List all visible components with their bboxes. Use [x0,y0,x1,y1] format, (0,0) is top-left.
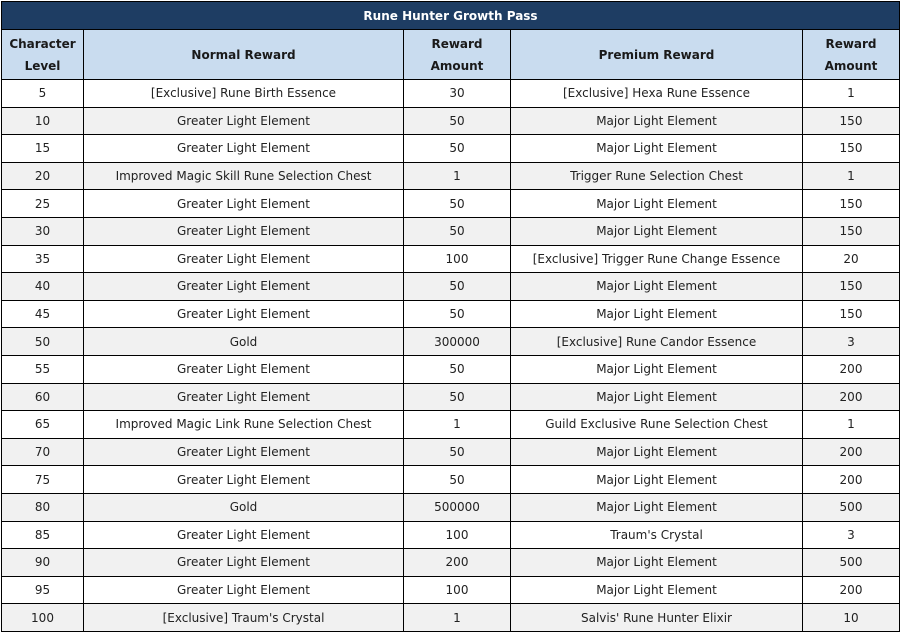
cell-normal-reward-amount: 200 [404,549,511,577]
cell-normal-reward: Greater Light Element [84,383,404,411]
cell-normal-reward: Greater Light Element [84,273,404,301]
cell-normal-reward-amount: 50 [404,438,511,466]
header-character-level-line-1: Character [9,36,76,51]
cell-normal-reward: [Exclusive] Rune Birth Essence [84,80,404,108]
cell-normal-reward: [Exclusive] Traum's Crystal [84,604,404,632]
cell-character-level: 90 [2,549,84,577]
cell-premium-reward: [Exclusive] Rune Candor Essence [511,328,803,356]
cell-character-level: 55 [2,355,84,383]
table-row [2,273,900,301]
cell-character-level: 70 [2,438,84,466]
table-row [2,549,900,577]
cell-normal-reward: Greater Light Element [84,217,404,245]
table-row [2,245,900,273]
cell-premium-reward-amount: 200 [803,466,900,494]
cell-character-level: 85 [2,521,84,549]
table-row [2,80,900,108]
table-row [2,162,900,190]
cell-character-level: 80 [2,493,84,521]
cell-normal-reward-amount: 50 [404,466,511,494]
cell-premium-reward-amount: 1 [803,80,900,108]
cell-normal-reward-amount: 100 [404,521,511,549]
table-title: Rune Hunter Growth Pass [2,2,900,30]
cell-premium-reward: Major Light Element [511,493,803,521]
table-row [2,493,900,521]
cell-premium-reward-amount: 20 [803,245,900,273]
cell-normal-reward: Greater Light Element [84,521,404,549]
header-character-level-line-2: Level [24,58,61,73]
cell-normal-reward: Greater Light Element [84,355,404,383]
header-character-level [2,30,84,80]
cell-premium-reward-amount: 200 [803,576,900,604]
table-row [2,438,900,466]
cell-premium-reward-amount: 150 [803,273,900,301]
cell-normal-reward-amount: 50 [404,107,511,135]
cell-normal-reward: Greater Light Element [84,107,404,135]
header-premium-amount-line-1: Reward [825,36,877,51]
cell-premium-reward: Major Light Element [511,273,803,301]
cell-premium-reward-amount: 3 [803,521,900,549]
table-row [2,355,900,383]
cell-premium-reward: Major Light Element [511,217,803,245]
cell-normal-reward-amount: 50 [404,135,511,163]
cell-premium-reward: Salvis' Rune Hunter Elixir [511,604,803,632]
table-body [2,80,900,632]
table-row [2,604,900,632]
table-header-row [2,30,900,80]
growth-pass-table [1,1,900,632]
table-row [2,411,900,439]
cell-character-level: 35 [2,245,84,273]
cell-normal-reward: Greater Light Element [84,438,404,466]
cell-premium-reward: [Exclusive] Trigger Rune Change Essence [511,245,803,273]
cell-premium-reward-amount: 200 [803,355,900,383]
table-row [2,190,900,218]
cell-premium-reward-amount: 500 [803,549,900,577]
table-row [2,135,900,163]
cell-character-level: 50 [2,328,84,356]
cell-normal-reward: Greater Light Element [84,549,404,577]
cell-premium-reward-amount: 150 [803,107,900,135]
growth-pass-table-container [1,1,899,632]
cell-character-level: 75 [2,466,84,494]
cell-normal-reward-amount: 50 [404,355,511,383]
cell-premium-reward-amount: 200 [803,438,900,466]
cell-normal-reward: Greater Light Element [84,245,404,273]
cell-normal-reward: Gold [84,493,404,521]
cell-premium-reward: Major Light Element [511,549,803,577]
cell-normal-reward: Greater Light Element [84,300,404,328]
cell-premium-reward: Major Light Element [511,190,803,218]
cell-normal-reward: Gold [84,328,404,356]
table-row [2,466,900,494]
header-premium-amount-line-2: Amount [824,58,878,73]
cell-normal-reward: Improved Magic Skill Rune Selection Chest [84,162,404,190]
cell-premium-reward: Traum's Crystal [511,521,803,549]
table-title-row [2,2,900,30]
cell-character-level: 30 [2,217,84,245]
cell-normal-reward: Greater Light Element [84,135,404,163]
cell-premium-reward-amount: 1 [803,162,900,190]
cell-premium-reward-amount: 150 [803,217,900,245]
table-row [2,576,900,604]
cell-character-level: 20 [2,162,84,190]
cell-normal-reward: Improved Magic Link Rune Selection Chest [84,411,404,439]
cell-premium-reward: Trigger Rune Selection Chest [511,162,803,190]
cell-normal-reward-amount: 50 [404,273,511,301]
cell-normal-reward-amount: 100 [404,576,511,604]
header-normal-reward-amount [404,30,511,80]
cell-premium-reward: Major Light Element [511,300,803,328]
table-row [2,107,900,135]
cell-normal-reward-amount: 50 [404,217,511,245]
cell-premium-reward: Major Light Element [511,438,803,466]
cell-premium-reward: Major Light Element [511,383,803,411]
cell-character-level: 25 [2,190,84,218]
cell-character-level: 95 [2,576,84,604]
cell-normal-reward-amount: 50 [404,190,511,218]
cell-premium-reward-amount: 10 [803,604,900,632]
cell-character-level: 45 [2,300,84,328]
header-normal-amount-line-2: Amount [430,58,484,73]
cell-premium-reward: Guild Exclusive Rune Selection Chest [511,411,803,439]
cell-premium-reward-amount: 3 [803,328,900,356]
cell-character-level: 10 [2,107,84,135]
cell-premium-reward: Major Light Element [511,107,803,135]
table-row [2,217,900,245]
cell-character-level: 15 [2,135,84,163]
cell-character-level: 40 [2,273,84,301]
cell-premium-reward-amount: 150 [803,190,900,218]
cell-premium-reward-amount: 1 [803,411,900,439]
cell-premium-reward: Major Light Element [511,466,803,494]
cell-normal-reward-amount: 1 [404,162,511,190]
table-row [2,300,900,328]
header-premium-reward: Premium Reward [511,30,803,80]
cell-character-level: 65 [2,411,84,439]
cell-normal-reward-amount: 300000 [404,328,511,356]
cell-normal-reward-amount: 1 [404,411,511,439]
cell-character-level: 100 [2,604,84,632]
table-row [2,521,900,549]
header-normal-reward: Normal Reward [84,30,404,80]
cell-premium-reward-amount: 200 [803,383,900,411]
cell-premium-reward-amount: 500 [803,493,900,521]
table-row [2,328,900,356]
cell-normal-reward-amount: 30 [404,80,511,108]
cell-normal-reward-amount: 50 [404,383,511,411]
header-normal-amount-line-1: Reward [431,36,483,51]
cell-normal-reward: Greater Light Element [84,576,404,604]
cell-normal-reward-amount: 500000 [404,493,511,521]
cell-normal-reward-amount: 1 [404,604,511,632]
cell-premium-reward: Major Light Element [511,576,803,604]
cell-premium-reward-amount: 150 [803,135,900,163]
cell-premium-reward-amount: 150 [803,300,900,328]
cell-premium-reward: Major Light Element [511,135,803,163]
header-premium-reward-amount [803,30,900,80]
cell-premium-reward: [Exclusive] Hexa Rune Essence [511,80,803,108]
cell-normal-reward-amount: 100 [404,245,511,273]
cell-premium-reward: Major Light Element [511,355,803,383]
table-row [2,383,900,411]
cell-character-level: 5 [2,80,84,108]
cell-normal-reward-amount: 50 [404,300,511,328]
cell-normal-reward: Greater Light Element [84,190,404,218]
cell-normal-reward: Greater Light Element [84,466,404,494]
cell-character-level: 60 [2,383,84,411]
